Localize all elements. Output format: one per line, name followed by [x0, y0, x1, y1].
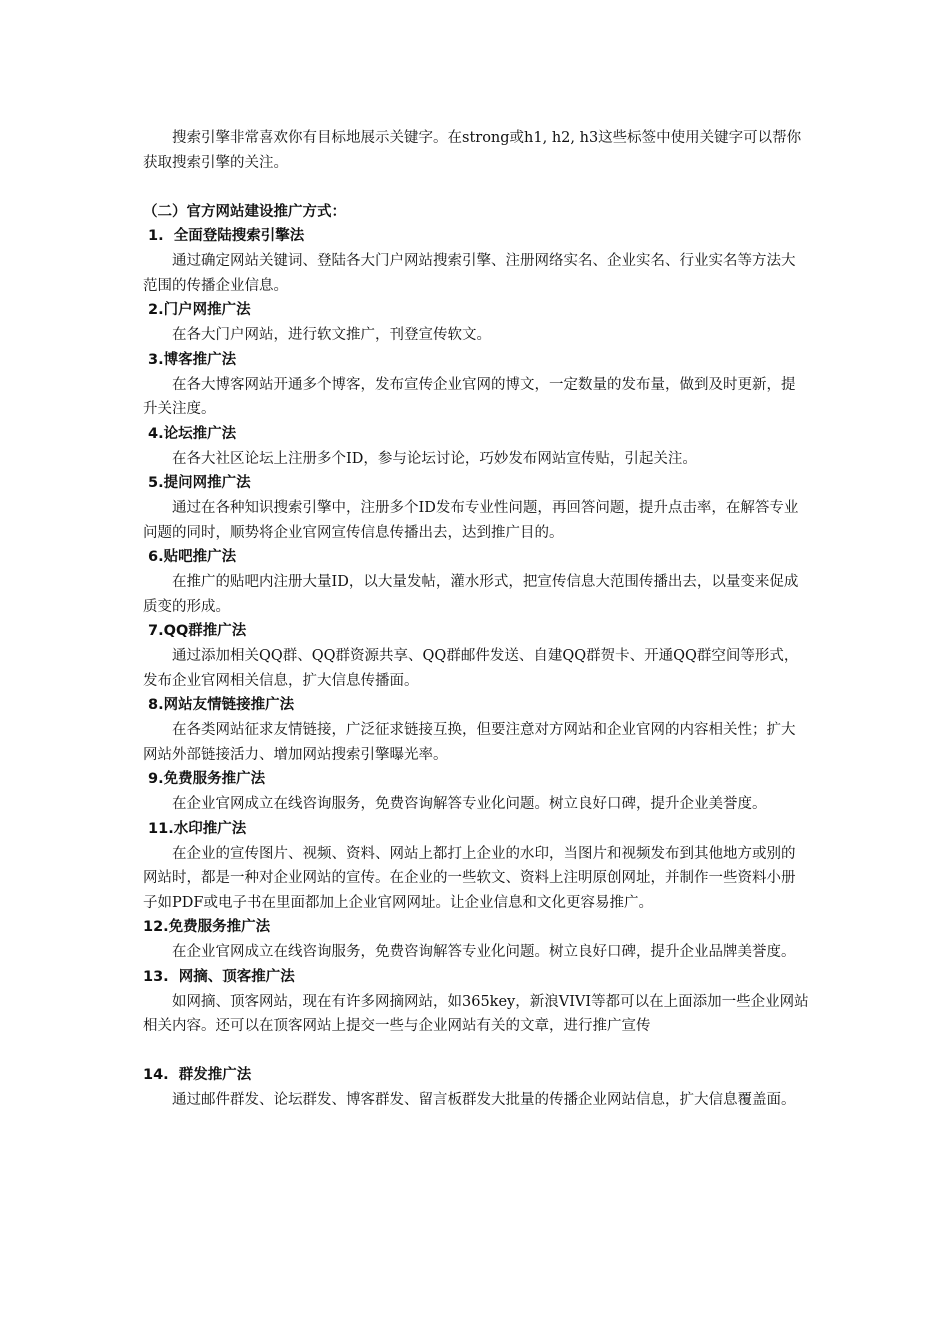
- item-body: 在推广的贴吧内注册大量ID，以大量发帖，灌水形式，把宣传信息大范围传播出去，以量变来促成质变的形成。: [143, 574, 799, 615]
- item-title: 7.QQ群推广法: [143, 623, 247, 639]
- item-title: 8.网站友情链接推广法: [143, 697, 295, 713]
- item-body: 通过添加相关QQ群、QQ群资源共享、QQ群邮件发送、自建QQ群贺卡、开通QQ群空间等形式，发布企业官网相关信息，扩大信息传播面。: [143, 648, 799, 689]
- item-body: 通过邮件群发、论坛群发、博客群发、留言板群发大批量的传播企业网站信息，扩大信息覆盖面。: [172, 1091, 796, 1108]
- item-body: 在各大社区论坛上注册多个ID，参与论坛讨论，巧妙发布网站宣传贴，引起关注。: [172, 450, 697, 467]
- list-item: [143, 348, 809, 422]
- item-body: 在企业官网成立在线咨询服务，免费咨询解答专业化问题。树立良好口碑，提升企业美誉度。: [172, 796, 767, 812]
- item-title: 4.论坛推广法: [143, 425, 237, 442]
- item-body: 在各类网站征求友情链接，广泛征求链接互换，但要注意对方网站和企业官网的内容相关性；扩大网站外部链接活力、增加网站搜索引擎曝光率。: [143, 722, 796, 763]
- list-item: [143, 545, 809, 619]
- item-title: 12.免费服务推广法: [143, 919, 271, 935]
- item-body: 在企业官网成立在线咨询服务，免费咨询解答专业化问题。树立良好口碑，提升企业品牌美誉度。: [172, 944, 796, 960]
- item-title: 1. 全面登陆搜索引擎法: [143, 228, 305, 244]
- list-item: [143, 965, 809, 1039]
- list-item: [143, 693, 809, 767]
- item-body: 在企业的宣传图片、视频、资料、网站上都打上企业的水印，当图片和视频发布到其他地方或别的网站时，都是一种对企业网站的宣传。在企业的一些软文、资料上注明原创网址，并制作一些资料小册子如PDF或电子书在里面都加上企业官网网址。让企业信息和文化更容易推广。: [143, 845, 796, 911]
- item-title: 2.门户网推广法: [143, 302, 251, 318]
- list-item: [143, 915, 809, 965]
- list-item: [143, 1063, 809, 1113]
- item-title: 11.水印推广法: [143, 820, 247, 837]
- item-body: 通过确定网站关键词、登陆各大门户网站搜索引擎、注册网络实名、企业实名、行业实名等方法大范围的传播企业信息。: [143, 253, 796, 294]
- item-title: 3.博客推广法: [143, 351, 237, 368]
- list-item: [143, 767, 809, 817]
- list-item: [143, 224, 809, 298]
- intro-paragraph: 搜索引擎非常喜欢你有目标地展示关键字。在strong或h1, h2, h3这些标签中使用关键字可以帮你获取搜索引擎的关注。: [143, 130, 802, 171]
- list-item: [143, 817, 809, 916]
- list-item: [143, 298, 809, 348]
- item-body: 在各大门户网站，进行软文推广，刊登宣传软文。: [172, 327, 491, 343]
- list-item: [143, 619, 809, 693]
- section-title: （二）官方网站建设推广方式：: [143, 204, 346, 220]
- item-body: 通过在各种知识搜索引擎中，注册多个ID发布专业性问题，再回答问题，提升点击率，在解答专业问题的同时，顺势将企业官网宣传信息传播出去，达到推广目的。: [143, 500, 799, 541]
- item-title: 14. 群发推广法: [143, 1066, 252, 1083]
- promotion-method-list: [143, 224, 809, 1112]
- item-body: 在各大博客网站开通多个博客，发布宣传企业官网的博文，一定数量的发布量，做到及时更新，提升关注度。: [143, 376, 796, 417]
- list-item: [143, 471, 809, 545]
- item-title: 9.免费服务推广法: [143, 771, 266, 787]
- item-body: 如网摘、顶客网站，现在有许多网摘网站，如365key，新浪VIVI等都可以在上面添加一些企业网站相关内容。还可以在顶客网站上提交一些与企业网站有关的文章，进行推广宣传: [143, 993, 809, 1034]
- item-title: 6.贴吧推广法: [143, 549, 237, 565]
- item-title: 5.提问网推广法: [143, 475, 251, 491]
- item-title: 13. 网摘、顶客推广法: [143, 968, 295, 985]
- list-item: [143, 422, 809, 472]
